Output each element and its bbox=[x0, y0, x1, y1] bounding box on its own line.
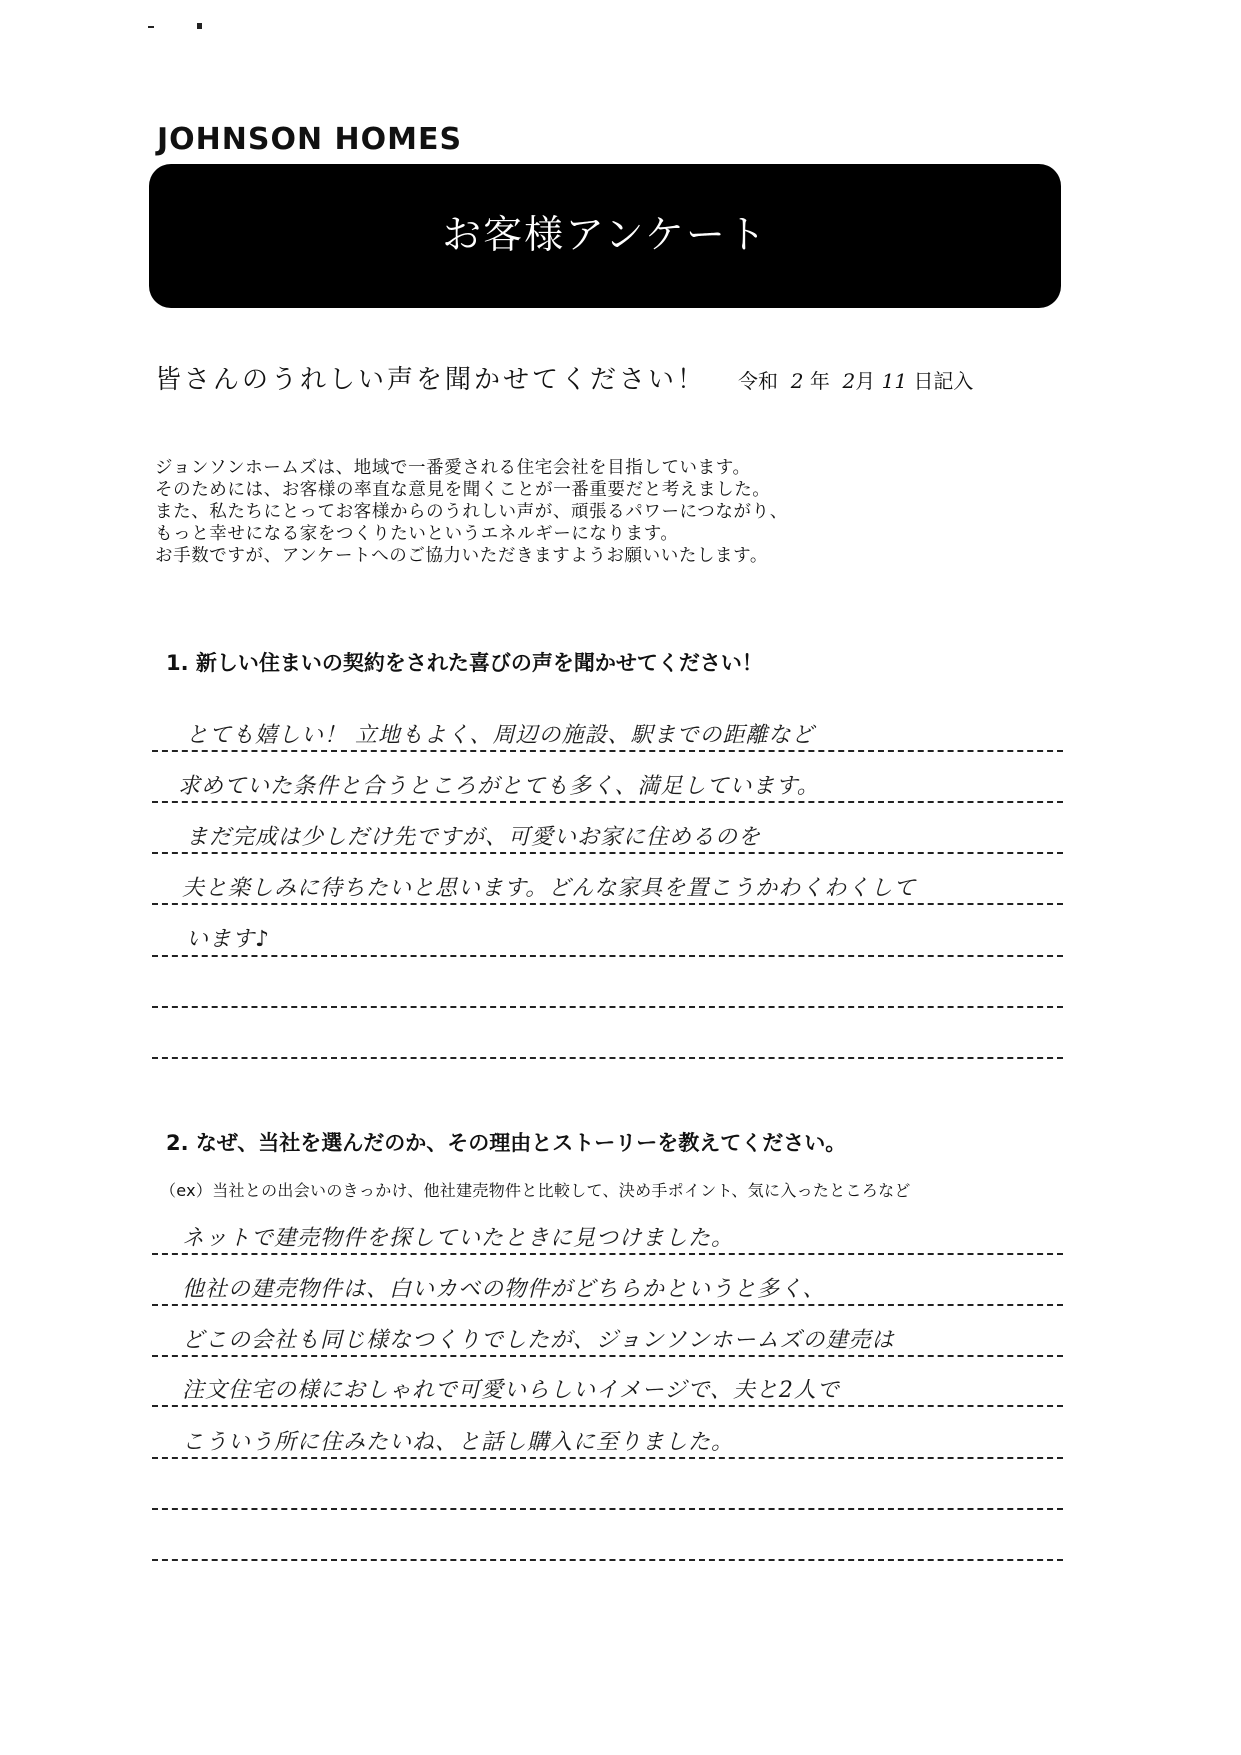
answer-rule bbox=[152, 1253, 1063, 1255]
title-banner bbox=[149, 164, 1061, 308]
answer-rule bbox=[152, 1559, 1063, 1561]
answer-1-line: とても嬉しい！ 立地もよく、周辺の施設、駅までの距離など bbox=[186, 723, 815, 748]
answer-rule bbox=[152, 1457, 1063, 1459]
intro-line: ジョンソンホームズは、地域で一番愛される住宅会社を目指しています。 bbox=[155, 458, 751, 478]
answer-2-line: 他社の建売物件は、白いカベの物件がどちらかというと多く、 bbox=[182, 1277, 826, 1302]
intro-paragraph bbox=[155, 457, 788, 567]
answer-1-line: 求めていた条件と合うところがとても多く、満足しています。 bbox=[178, 774, 820, 799]
answer-rule bbox=[152, 1304, 1063, 1306]
answer-1-line: 夫と楽しみに待ちたいと思います。どんな家具を置こうかわくわくして bbox=[182, 876, 917, 901]
answer-rule bbox=[152, 852, 1063, 854]
answer-2-line: 注文住宅の様におしゃれで可愛いらしいイメージで、夫と2人で bbox=[182, 1378, 840, 1403]
date-month-label: 月 bbox=[855, 369, 876, 393]
answer-2-line: こういう所に住みたいね、と話し購入に至りました。 bbox=[182, 1430, 735, 1455]
subtitle: 皆さんのうれしい声を聞かせてください！ bbox=[155, 365, 707, 395]
answer-1-line: います♪ bbox=[186, 927, 271, 952]
answer-rule bbox=[152, 1405, 1063, 1407]
date-era: 令和 bbox=[738, 369, 778, 393]
answer-2-line: ネットで建売物件を探していたときに見つけました。 bbox=[182, 1226, 735, 1251]
answer-2-line: どこの会社も同じ様なつくりでしたが、ジョンソンホームズの建売は bbox=[182, 1328, 895, 1353]
date-day-value: 11 bbox=[881, 369, 908, 393]
answer-rule bbox=[152, 1006, 1063, 1008]
intro-line: もっと幸せになる家をつくりたいというエネルギーになります。 bbox=[155, 524, 679, 544]
question-1-heading: 1. 新しい住まいの契約をされた喜びの声を聞かせてください！ bbox=[166, 651, 763, 675]
intro-line: また、私たちにとってお客様からのうれしい声が、頑張るパワーにつながり、 bbox=[155, 502, 788, 522]
scan-speck bbox=[197, 23, 202, 29]
date-year-value: 2 bbox=[790, 369, 804, 393]
question-2-heading: 2. なぜ、当社を選んだのか、その理由とストーリーを教えてください。 bbox=[166, 1131, 847, 1155]
date-year-label: 年 bbox=[809, 369, 830, 393]
answer-1-line: まだ完成は少しだけ先ですが、可愛いお家に住めるのを bbox=[186, 825, 762, 850]
date-field bbox=[738, 368, 973, 394]
answer-rule bbox=[152, 955, 1063, 957]
page-title: お客様アンケート bbox=[442, 213, 768, 258]
answer-rule bbox=[152, 1057, 1063, 1059]
question-2-example: （ex）当社との出会いのきっかけ、他社建売物件と比較して、決め手ポイント、気に入ったところなど bbox=[160, 1181, 911, 1200]
answer-rule bbox=[152, 801, 1063, 803]
answer-rule bbox=[152, 1508, 1063, 1510]
answer-rule bbox=[152, 750, 1063, 752]
scan-speck bbox=[148, 26, 154, 28]
intro-line: そのためには、お客様の率直な意見を聞くことが一番重要だと考えました。 bbox=[155, 480, 771, 500]
intro-line: お手数ですが、アンケートへのご協力いただきますようお願いいたします。 bbox=[155, 546, 768, 566]
date-month-value: 2 bbox=[842, 369, 856, 393]
answer-rule bbox=[152, 1355, 1063, 1357]
brand-logo: JOHNSON HOMES bbox=[157, 122, 463, 157]
answer-rule bbox=[152, 903, 1063, 905]
date-day-label: 日記入 bbox=[913, 369, 974, 393]
